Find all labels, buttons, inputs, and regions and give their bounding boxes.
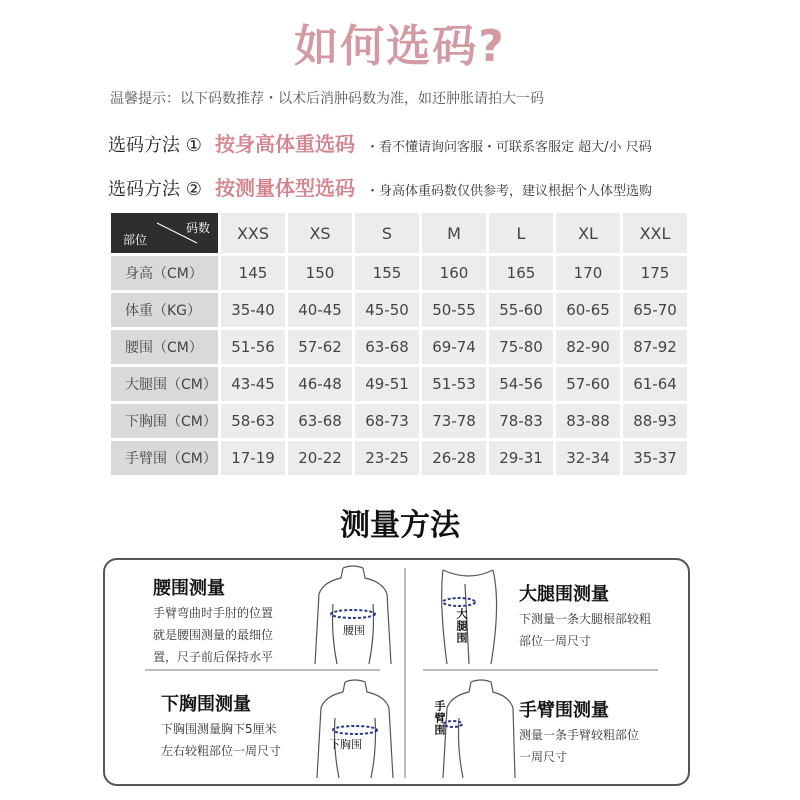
method-1-note: ・看不懂请询问客服・可联系客服定 超大/小 尺码 [366,140,652,155]
torso-figure-icon [313,564,393,668]
row-label: 体重（KG） [111,293,218,327]
guide-divider-left [145,669,380,671]
thigh-guide-title: 大腿围测量 [519,584,609,605]
table-cell: 50-55 [422,293,486,327]
table-row-waist [111,330,687,364]
waist-figure [313,564,393,668]
table-cell: 63-68 [355,330,419,364]
guide-divider-right [423,669,658,671]
table-cell: 43-45 [221,367,285,401]
table-cell: 46-48 [288,367,352,401]
thigh-figure-icon [435,564,505,668]
underbust-guide-desc [161,718,281,762]
table-cell: 165 [489,256,553,290]
table-cell: 23-25 [355,441,419,475]
waist-guide [153,574,273,668]
size-header-m: M [422,213,486,253]
desc-line: 部位一周尺寸 [519,634,592,648]
guide-divider-vertical [404,568,406,778]
row-label: 身高（CM） [111,256,218,290]
underbust-guide [161,690,281,762]
desc-line: 置，尺子前后保持水平 [153,650,274,664]
table-cell: 57-60 [556,367,620,401]
method-1 [108,128,652,157]
size-header-xxl: XXL [623,213,687,253]
desc-line: 左右较粗部位一周尺寸 [161,744,282,758]
waist-guide-desc [153,602,273,668]
waist-figure-label: 腰围 [343,624,365,637]
desc-line: 手臂弯曲时手肘的位置 [153,606,274,620]
method-2-note: ・身高体重码数仅供参考，建议根据个人体型选购 [366,184,653,199]
table-cell: 20-22 [288,441,352,475]
row-label: 手臂围（CM） [111,441,218,475]
table-cell: 51-56 [221,330,285,364]
row-label: 大腿围（CM） [111,367,218,401]
table-cell: 150 [288,256,352,290]
method-1-label: 选码方法 ① [108,135,202,156]
thigh-figure [435,564,505,668]
table-cell: 87-92 [623,330,687,364]
underbust-figure [315,678,395,782]
table-cell: 63-68 [288,404,352,438]
table-cell: 155 [355,256,419,290]
table-cell: 78-83 [489,404,553,438]
size-header-xl: XL [556,213,620,253]
underbust-guide-title: 下胸围测量 [161,694,251,715]
table-cell: 60-65 [556,293,620,327]
table-cell: 57-62 [288,330,352,364]
method-2-title: 按测量体型选码 [214,176,355,200]
table-cell: 68-73 [355,404,419,438]
underbust-figure-label: 下胸围 [329,738,362,751]
table-cell: 75-80 [489,330,553,364]
arm-figure-label: 手臂围 [433,700,446,736]
table-cell: 26-28 [422,441,486,475]
table-cell: 45-50 [355,293,419,327]
corner-size-label: 码数 [185,221,210,235]
table-cell: 61-64 [623,367,687,401]
desc-line: 下测量一条大腿根部较粗 [519,612,652,626]
table-cell: 175 [623,256,687,290]
table-cell: 58-63 [221,404,285,438]
table-cell: 160 [422,256,486,290]
size-chart-table [108,210,690,478]
table-header-row [111,213,687,253]
table-cell: 145 [221,256,285,290]
tip-text: 温馨提示：以下码数推荐・以术后消肿码数为准，如还肿胀请拍大一码 [110,91,544,107]
table-cell: 54-56 [489,367,553,401]
table-row-arm [111,441,687,475]
desc-line: 测量一条手臂较粗部位 [519,728,640,742]
arm-guide [519,696,639,768]
measurement-guide-panel [103,558,690,786]
table-cell: 69-74 [422,330,486,364]
measure-section-title: 测量方法 [340,508,460,543]
table-cell: 17-19 [221,441,285,475]
method-1-title: 按身高体重选码 [214,132,355,156]
table-cell: 49-51 [355,367,419,401]
row-label: 下胸围（CM） [111,404,218,438]
waist-guide-title: 腰围测量 [153,578,225,599]
method-2-label: 选码方法 ② [108,179,202,200]
table-row-thigh [111,367,687,401]
table-cell: 88-93 [623,404,687,438]
table-cell: 51-53 [422,367,486,401]
thigh-guide-desc [519,608,651,652]
table-cell: 170 [556,256,620,290]
table-cell: 32-34 [556,441,620,475]
arm-guide-title: 手臂围测量 [519,700,609,721]
corner-part-label: 部位 [123,233,148,247]
table-cell: 35-40 [221,293,285,327]
page-title: 如何选码? [294,21,506,72]
method-2 [108,172,652,201]
size-header-l: L [489,213,553,253]
torso-figure-icon [315,678,395,782]
table-row-underbust [111,404,687,438]
table-cell: 82-90 [556,330,620,364]
size-header-xs: XS [288,213,352,253]
desc-line: 就是腰围测量的最细位 [153,628,274,642]
desc-line: 一周尺寸 [519,750,568,764]
table-cell: 35-37 [623,441,687,475]
size-header-s: S [355,213,419,253]
table-cell: 55-60 [489,293,553,327]
table-corner-cell [111,213,218,253]
desc-line: 下胸围测量胸下5厘米 [161,722,277,736]
table-cell: 40-45 [288,293,352,327]
arm-guide-desc [519,724,639,768]
table-row-height [111,256,687,290]
table-row-weight [111,293,687,327]
size-header-xxs: XXS [221,213,285,253]
table-cell: 65-70 [623,293,687,327]
row-label: 腰围（CM） [111,330,218,364]
table-cell: 29-31 [489,441,553,475]
table-cell: 83-88 [556,404,620,438]
table-cell: 73-78 [422,404,486,438]
thigh-guide [519,580,651,652]
arm-figure [427,678,517,782]
thigh-figure-label: 大腿围 [455,608,468,644]
